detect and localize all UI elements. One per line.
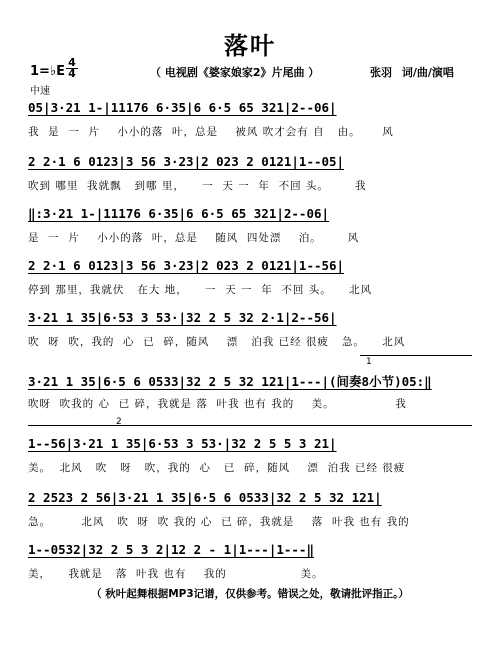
lyrics-line: 是 一 片 小小的落 叶，总是 随风 四处漂 泊。 风: [28, 232, 360, 244]
lyrics-line: 美。 北风 吹 呀 吹，我的 心 已 碎，随风 漂 泊我 已经 很疲: [28, 462, 406, 474]
staff-system-9: [28, 542, 474, 581]
volta-label-1: 1: [366, 357, 372, 367]
notation-line: 3·21 1 35|6·53 3 53·|32 2 5 32 2·1|2--56|: [28, 310, 337, 325]
time-signature-bottom: 4: [68, 67, 76, 80]
volta-bracket-2: [28, 425, 472, 426]
staff-system-8: [28, 490, 474, 529]
notation-line: ‖:3·21 1-|11176 6·35|6 6·5 65 321|2--06|: [28, 206, 330, 221]
lyrics-line: 我 是 一 片 小小的落 叶，总是 被风 吹才会有 自 由。 风: [28, 126, 394, 138]
lyrics-line: 吹呀 吹我的 心 已 碎，我就是 落 叶我 也有 我的 美。 我: [28, 398, 407, 410]
notation-line: 1--56|3·21 1 35|6·53 3 53·|32 2 5 5 3 21|: [28, 436, 337, 451]
staff-system-7: [28, 436, 474, 475]
notation-line: 1--0532|32 2 5 3 2|12 2 - 1|1---|1---‖: [28, 542, 314, 557]
staff-system-2: [28, 154, 474, 193]
transcription-note: （ 秋叶起舞根据MP3记谱，仅供参考。错误之处，敬请批评指正。）: [91, 588, 409, 600]
volta-label-2: 2: [116, 417, 122, 427]
song-source: （ 电视剧《婆家娘家2》片尾曲 ）: [150, 66, 320, 79]
notation-line: 2 2523 2 56|3·21 1 35|6·5 6 0533|32 2 5 32 121|: [28, 490, 382, 505]
staff-system-4: [28, 258, 474, 297]
staff-system-3: [28, 206, 474, 245]
volta-bracket-1: [360, 355, 472, 356]
notation-line: 2 2·1 6 0123|3 56 3·23|2 023 2 0121|1--56|: [28, 258, 345, 273]
lyrics-line: 急。 北风 吹 呀 吹 我的 心 已 碎，我就是 落 叶我 也有 我的: [28, 516, 410, 528]
lyrics-line: 停到 那里，我就伏 在大 地， 一 天 一 年 不回 头。 北风: [28, 284, 373, 296]
notation-line: 3·21 1 35|6·5 6 0533|32 2 5 32 121|1---|(间奏8小节)05:‖: [28, 374, 432, 389]
time-signature-top: 4: [66, 58, 78, 69]
lyrics-line: 吹到 哪里 我就飘 到哪 里， 一 天 一 年 不回 头。 我: [28, 180, 367, 192]
lyrics-line: 美， 我就是 落 叶我 也有 我的 美。: [28, 568, 324, 580]
staff-system-1: [28, 100, 474, 139]
song-title: 落叶: [224, 32, 276, 60]
key-signature: 1=♭E: [30, 64, 65, 79]
time-signature: [66, 58, 78, 79]
staff-system-6: [28, 372, 474, 411]
notation-line: 2 2·1 6 0123|3 56 3·23|2 023 2 0121|1--05|: [28, 154, 345, 169]
staff-system-5: [28, 310, 474, 349]
lyrics-line: 吹 呀 吹，我的 心 已 碎，随风 漂 泊我 已经 很疲 急。 北风: [28, 336, 406, 348]
tempo-marking: 中速: [30, 86, 50, 97]
song-credits: 张羽 词/曲/演唱: [370, 66, 454, 79]
notation-line: 05|3·21 1-|11176 6·35|6 6·5 65 321|2--06|: [28, 100, 337, 115]
